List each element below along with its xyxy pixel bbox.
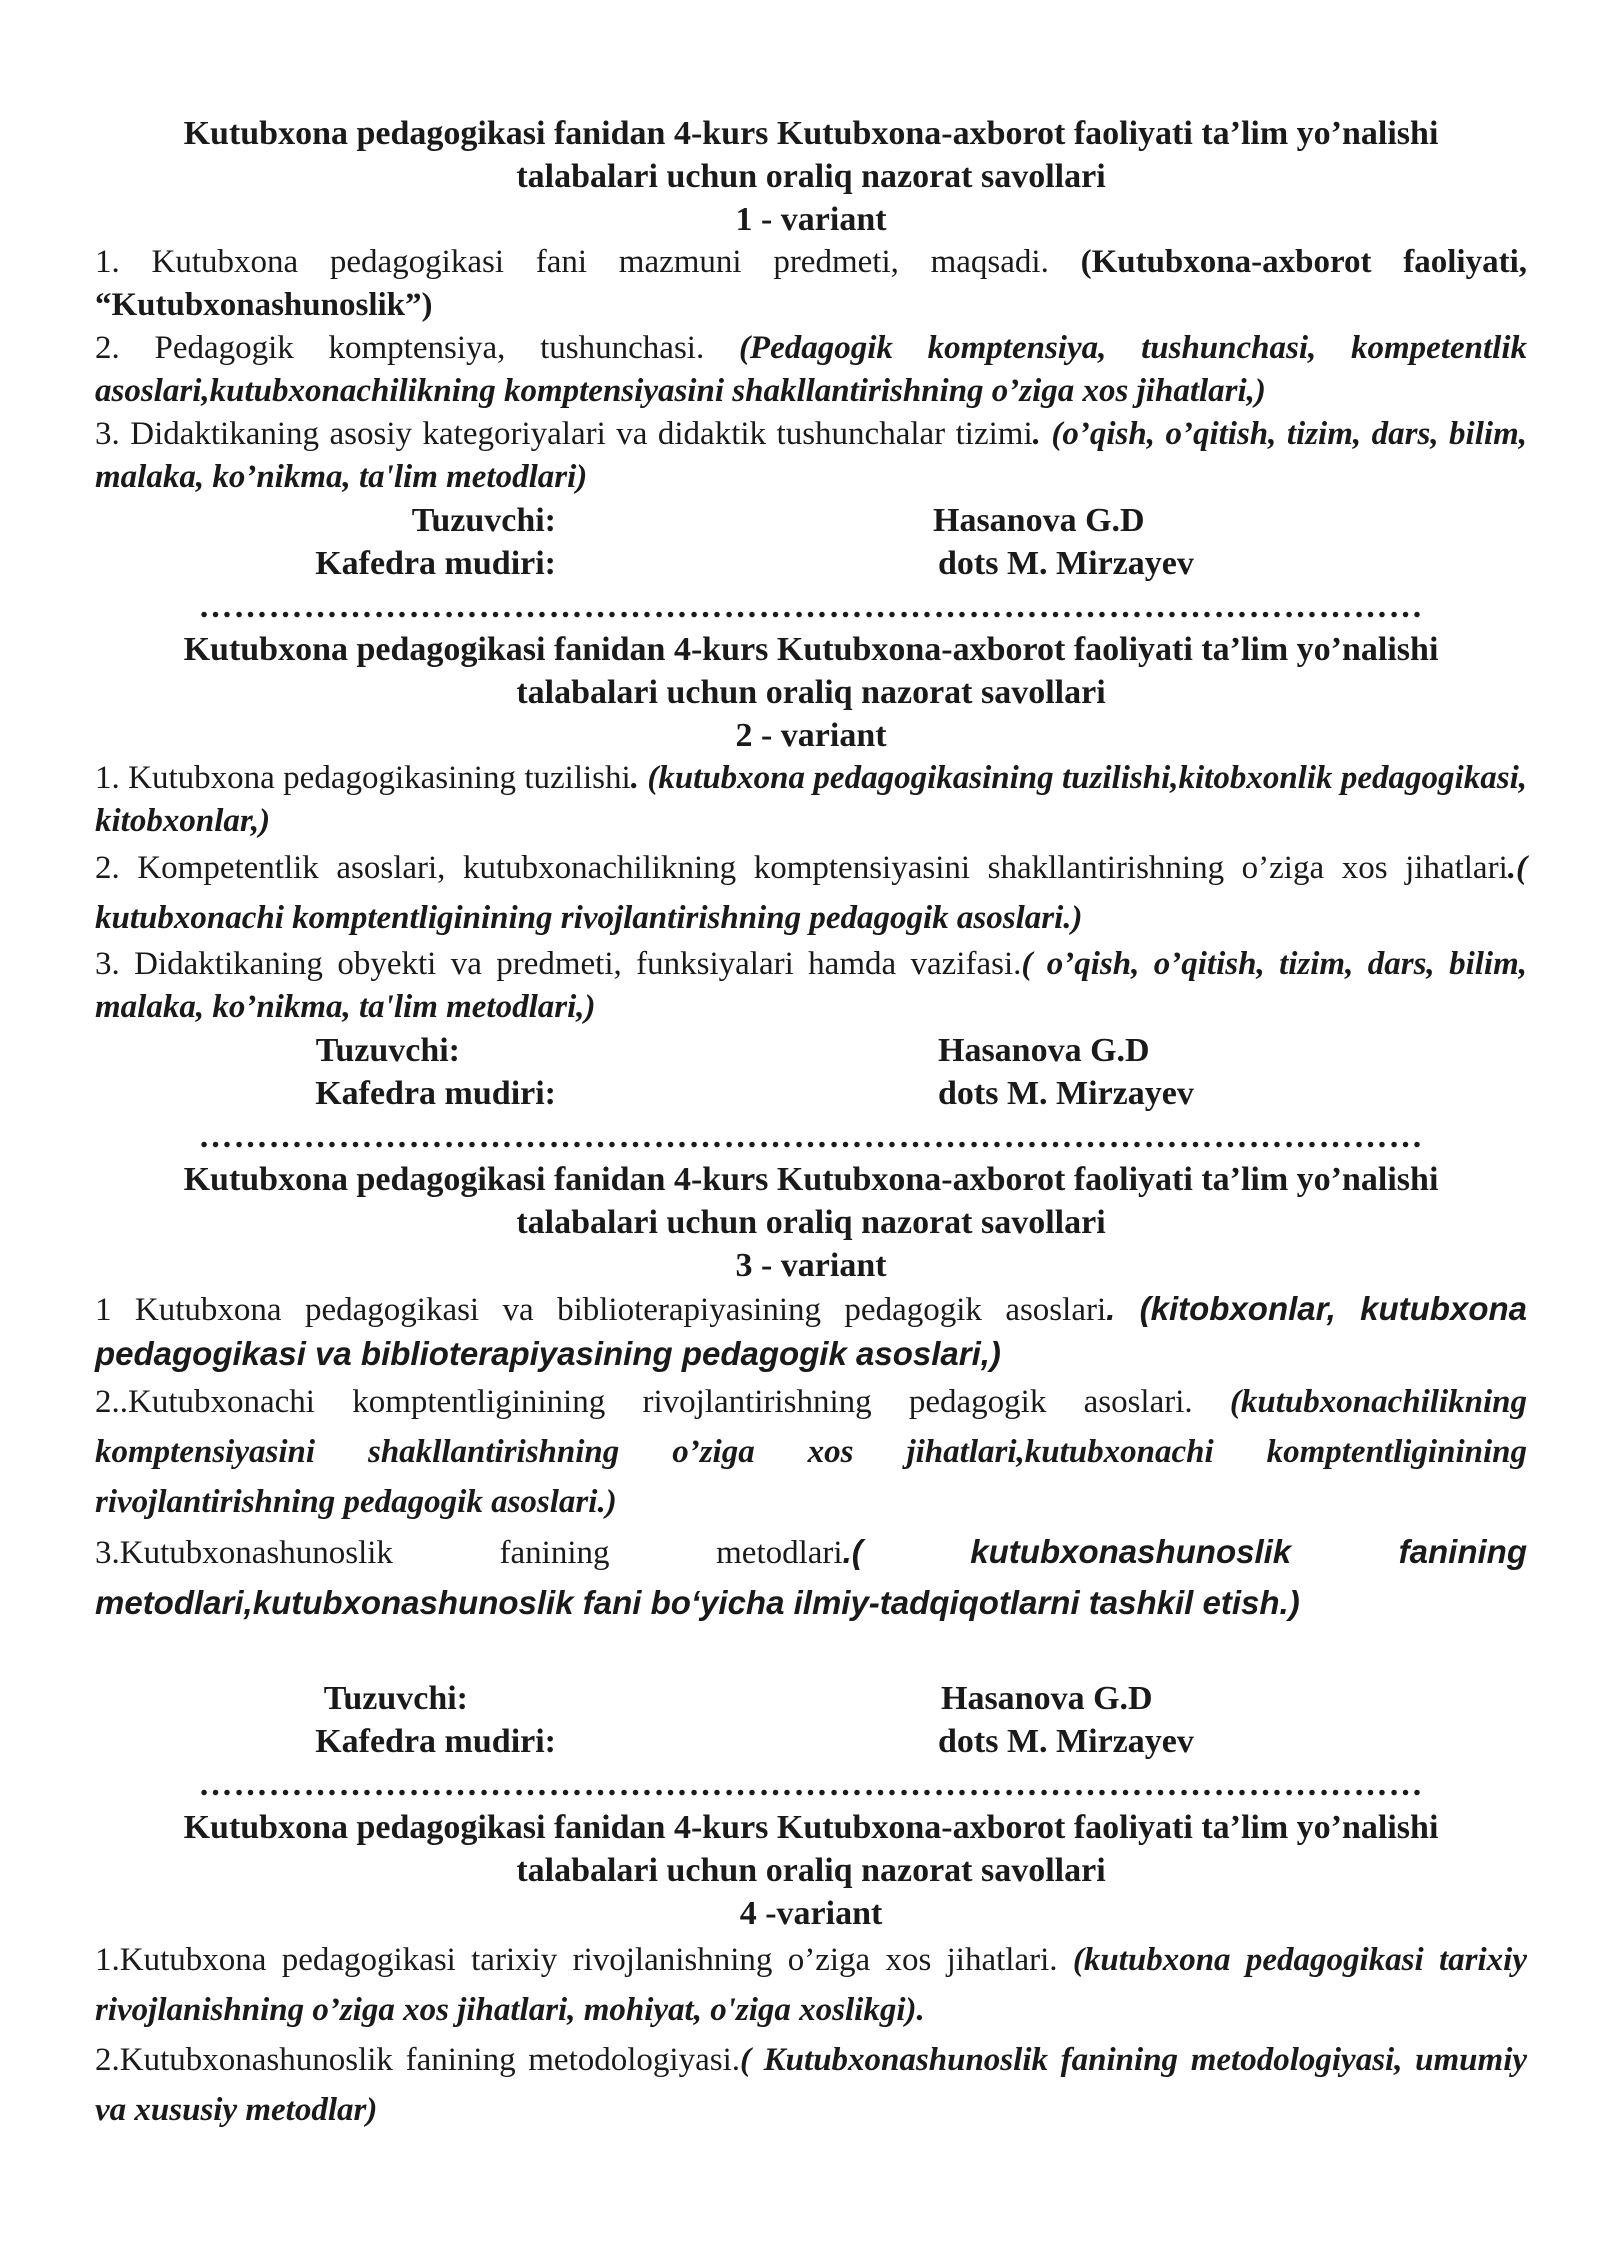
question-1 (95, 241, 1527, 327)
head-label: Kafedra mudiri: (315, 1723, 556, 1760)
head-row (95, 1720, 1527, 1763)
question-text: 1. Kutubxona pedagogikasining tuzilishi (95, 760, 631, 796)
compiler-row (95, 1677, 1527, 1720)
head-name: dots M. Mirzayev (938, 1075, 1194, 1112)
variant-header (95, 112, 1527, 241)
variant-header (95, 1806, 1527, 1935)
question-text: 2. Kompetentlik asoslari, kutubxonachilikning komptensiyasini shakllantirishning o’ziga xos jihatlari (95, 850, 1508, 886)
question-3 (95, 1527, 1527, 1629)
header-line-2: talabalari uchun oraliq nazorat savollari (516, 1204, 1106, 1241)
question-1 (95, 1287, 1527, 1377)
header-line-2: talabalari uchun oraliq nazorat savollari (516, 158, 1106, 195)
compiler-label: Tuzuvchi: (411, 502, 556, 539)
spacer (95, 1629, 1527, 1677)
variant-3-block (95, 1158, 1527, 1806)
question-keywords: ( o’qish, o’qitish, tizim, dars, bilim, malaka, ko’nikma, ta'lim metodlari,) (95, 946, 1527, 1025)
header-line-2: talabalari uchun oraliq nazorat savollari (516, 1852, 1106, 1889)
head-name: dots M. Mirzayev (938, 1723, 1194, 1760)
question-keywords: (kutubxonachilikning komptensiyasini shakllantirishning o’ziga xos jihatlari,kutubxonachi komptentliginining rivojlantirishning pedagogik asoslari.) (95, 1384, 1527, 1520)
question-keywords: . (kitobxonlar, kutubxona pedagogikasi va biblioterapiyasining pedagogik asoslari,) (95, 1290, 1527, 1372)
variant-2-block (95, 628, 1527, 1158)
question-text: 1.Kutubxona pedagogikasi tarixiy rivojlanishning o’ziga xos jihatlari. (95, 1942, 1073, 1978)
question-2 (95, 327, 1527, 413)
head-label: Kafedra mudiri: (315, 1075, 556, 1112)
separator: …………………………………………………………………………………………… (198, 588, 1424, 625)
question-keywords: .( kutubxonashunoslik fanining metodlari,kutubxonashunoslik fani bo‘yicha ilmiy-tadqiqotlarni tashkil etish.) (95, 1533, 1527, 1621)
header-line-1: Kutubxona pedagogikasi fanidan 4-kurs Kutubxona-axborot faoliyati ta’lim yo’nalishi (183, 1809, 1439, 1846)
variant-header (95, 628, 1527, 757)
separator: …………………………………………………………………………………………… (198, 1766, 1424, 1803)
question-text: 2.Kutubxonashunoslik fanining metodologiyasi. (95, 2042, 740, 2078)
compiler-label: Tuzuvchi: (323, 1680, 468, 1717)
compiler-name: Hasanova G.D (941, 1680, 1153, 1717)
variant-header (95, 1158, 1527, 1287)
compiler-row (95, 499, 1527, 542)
question-1 (95, 1935, 1527, 2035)
compiler-label: Tuzuvchi: (315, 1032, 460, 1069)
header-line-1: Kutubxona pedagogikasi fanidan 4-kurs Kutubxona-axborot faoliyati ta’lim yo’nalishi (183, 115, 1439, 152)
question-text: 2..Kutubxonachi komptentliginining rivojlantirishning pedagogik asoslari. (95, 1384, 1230, 1420)
header-line-1: Kutubxona pedagogikasi fanidan 4-kurs Kutubxona-axborot faoliyati ta’lim yo’nalishi (183, 1161, 1439, 1198)
variant-4-block (95, 1806, 1527, 2135)
head-name: dots M. Mirzayev (938, 545, 1194, 582)
question-keywords: . (o’qish, o’qitish, tizim, dars, bilim, malaka, ko’nikma, ta'lim metodlari) (95, 416, 1527, 495)
question-1 (95, 757, 1527, 843)
question-2 (95, 2035, 1527, 2135)
compiler-name: Hasanova G.D (933, 502, 1145, 539)
question-3 (95, 413, 1527, 499)
question-keywords: . (kutubxona pedagogikasining tuzilishi,kitobxonlik pedagogikasi, kitobxonlar,) (95, 760, 1527, 839)
question-text: 3. Didaktikaning asosiy kategoriyalari va didaktik tushunchalar tizimi (95, 416, 1033, 452)
variant-title: 3 - variant (735, 1247, 887, 1284)
separator: …………………………………………………………………………………………… (198, 1118, 1424, 1155)
question-keywords: (Kutubxona-axborot faoliyati, “Kutubxonashunoslik”) (95, 244, 1527, 323)
variant-title: 2 - variant (735, 717, 887, 754)
question-keywords: (Pedagogik komptensiya, tushunchasi, kompetentlik asoslari,kutubxonachilikning komptensiyasini shakllantirishning o’ziga xos jihatlari,) (95, 330, 1527, 409)
variant-title: 4 -variant (739, 1895, 883, 1932)
head-row (95, 1072, 1527, 1115)
question-3 (95, 943, 1527, 1029)
head-row (95, 542, 1527, 585)
question-text: 2. Pedagogik komptensiya, tushunchasi. (95, 330, 739, 366)
question-2 (95, 843, 1527, 943)
question-keywords: (kutubxona pedagogikasi tarixiy rivojlanishning o’ziga xos jihatlari, mohiyat, o'ziga xoslikgi). (95, 1942, 1527, 2028)
question-keywords: .( kutubxonachi komptentliginining rivojlantirishning pedagogik asoslari.) (95, 850, 1527, 936)
header-line-2: talabalari uchun oraliq nazorat savollari (516, 674, 1106, 711)
variant-1-block (95, 112, 1527, 628)
compiler-row (95, 1029, 1527, 1072)
compiler-name: Hasanova G.D (938, 1032, 1150, 1069)
header-line-1: Kutubxona pedagogikasi fanidan 4-kurs Kutubxona-axborot faoliyati ta’lim yo’nalishi (183, 631, 1439, 668)
question-text: 3. Didaktikaning obyekti va predmeti, funksiyalari hamda vazifasi. (95, 946, 1022, 982)
document-page (95, 112, 1527, 2135)
head-label: Kafedra mudiri: (315, 545, 556, 582)
question-2 (95, 1377, 1527, 1527)
question-text: 3.Kutubxonashunoslik fanining metodlari (95, 1535, 843, 1571)
variant-title: 1 - variant (735, 201, 887, 238)
question-text: 1. Kutubxona pedagogikasi fani mazmuni predmeti, maqsadi. (95, 244, 1081, 280)
question-text: 1 Kutubxona pedagogikasi va biblioterapiyasining pedagogik asoslari (95, 1292, 1107, 1328)
question-keywords: ( Kutubxonashunoslik fanining metodologiyasi, umumiy va xususiy metodlar) (95, 2042, 1528, 2128)
